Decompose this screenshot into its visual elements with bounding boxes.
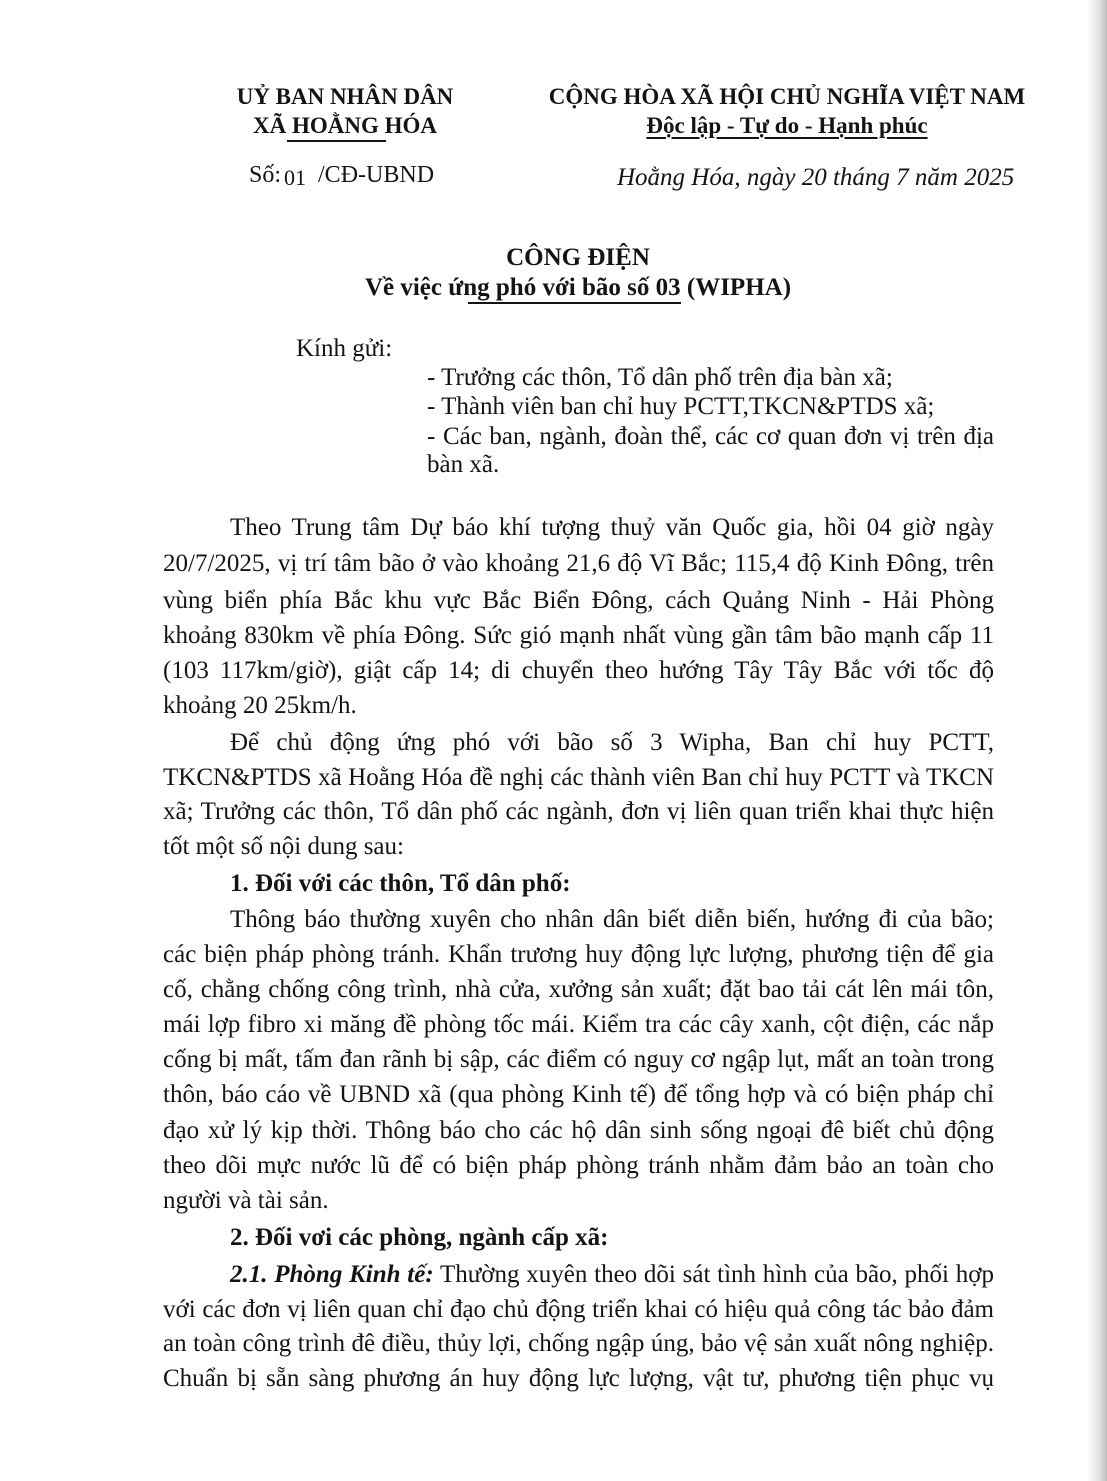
- country-name: CỘNG HÒA XÃ HỘI CHỦ NGHĨA VIỆT NAM: [548, 84, 1026, 109]
- body-line: (103 117km/giờ), giật cấp 14; di chuyển theo hướng Tây Tây Bắc với tốc độ: [163, 657, 994, 684]
- authority-name-line2: XÃ HOẰNG HÓA: [253, 113, 437, 138]
- document-number-prefix: Số:: [249, 162, 282, 188]
- recipient-line: - Thành viên ban chỉ huy PCTT,TKCN&PTDS xã;: [427, 393, 935, 420]
- body-line: Theo Trung tâm Dự báo khí tượng thuỷ văn Quốc gia, hồi 04 giờ ngày: [230, 514, 994, 541]
- body-line: tốt một số nội dung sau:: [163, 833, 404, 860]
- section-heading-2: 2. Đối vơi các phòng, ngành cấp xã:: [230, 1224, 609, 1251]
- body-line: thôn, báo cáo về UBND xã (qua phòng Kinh tế) để tổng hợp và có biện pháp chỉ: [163, 1081, 994, 1108]
- body-line: mái lợp fibro xi măng đề phòng tốc mái. Kiểm tra các cây xanh, cột điện, các nắp: [163, 1011, 994, 1038]
- body-line: 20/7/2025, vị trí tâm bão ở vào khoảng 21,6 độ Vĩ Bắc; 115,4 độ Kinh Đông, trên: [163, 550, 994, 577]
- subsection-heading-2-1: 2.1. Phòng Kinh tế:: [230, 1261, 434, 1288]
- section-heading-1: 1. Đối với các thôn, Tổ dân phố:: [230, 870, 571, 897]
- recipient-line: - Trưởng các thôn, Tổ dân phố trên địa bàn xã;: [427, 364, 893, 391]
- authority-underline: [287, 140, 386, 142]
- body-line: đạo xử lý kịp thời. Thông báo cho các hộ dân sinh sống ngoại đê biết chủ động: [163, 1117, 994, 1144]
- body-line: xã; Trưởng các thôn, Tổ dân phố các ngành, đơn vị liên quan triển khai thực hiện: [163, 798, 994, 825]
- body-line: khoảng 830km về phía Đông. Sức gió mạnh nhất vùng gần tâm bão mạnh cấp 11: [163, 622, 994, 649]
- document-number-suffix: /CĐ-UBND: [318, 162, 435, 188]
- body-line: [230, 1257, 994, 1292]
- page-edge-shadow: [1087, 0, 1107, 1481]
- body-line-text: Thường xuyên theo dõi sát tình hình của bão, phối hợp: [439, 1261, 994, 1288]
- body-line: Chuẩn bị sẵn sàng phương án huy động lực lượng, vật tư, phương tiện phục vụ: [163, 1365, 994, 1392]
- body-line: cố, chằng chống công trình, nhà cửa, xưởng sản xuất; đặt bao tải cát lên mái tôn,: [163, 976, 994, 1003]
- body-line: cống bị mất, tấm đan rãnh bị sập, các điểm có nguy cơ ngập lụt, mất an toàn trong: [163, 1046, 994, 1073]
- place-and-date: Hoằng Hóa, ngày 20 tháng 7 năm 2025: [617, 164, 1015, 191]
- body-line: với các đơn vị liên quan chỉ đạo chủ động triển khai có hiệu quả công tác bảo đảm: [163, 1296, 994, 1323]
- recipients-label: Kính gửi:: [296, 335, 393, 362]
- recipient-line: - Các ban, ngành, đoàn thể, các cơ quan đơn vị trên địa: [427, 423, 994, 450]
- national-motto: [527, 108, 1047, 143]
- body-line: TKCN&PTDS xã Hoằng Hóa đề nghị các thành viên Ban chỉ huy PCTT và TKCN: [163, 764, 994, 791]
- document-number-value: 01: [284, 165, 307, 190]
- body-line: an toàn công trình đê điều, thủy lợi, chống ngập úng, bảo vệ sản xuất nông nghiệp.: [163, 1330, 994, 1357]
- body-line: vùng biển phía Bắc khu vực Bắc Biển Đông, cách Quảng Ninh - Hải Phòng: [163, 587, 994, 614]
- body-line: khoảng 20 25km/h.: [163, 692, 357, 719]
- body-line: các biện pháp phòng tránh. Khẩn trương huy động lực lượng, phương tiện để gia: [163, 941, 994, 968]
- body-line: người và tài sản.: [163, 1187, 329, 1214]
- body-line: theo dõi mực nước lũ để có biện pháp phòng tránh nhằm đảm bảo an toàn cho: [163, 1152, 994, 1179]
- subject-underline: [468, 302, 681, 304]
- body-line: Để chủ động ứng phó với bão số 3 Wipha, Ban chỉ huy PCTT,: [230, 729, 994, 756]
- document-subject: Về việc ứng phó với bão số 03 (WIPHA): [364, 274, 792, 301]
- national-motto-text: Độc lập - Tự do - Hạnh phúc: [646, 113, 928, 138]
- document-number: [249, 157, 434, 193]
- authority-name-line1: UỶ BAN NHÂN DÂN: [236, 84, 454, 109]
- document-type-title: CÔNG ĐIỆN: [506, 244, 650, 271]
- body-line: Thông báo thường xuyên cho nhân dân biết diễn biến, hướng đi của bão;: [230, 906, 994, 933]
- recipient-line: bàn xã.: [427, 451, 500, 478]
